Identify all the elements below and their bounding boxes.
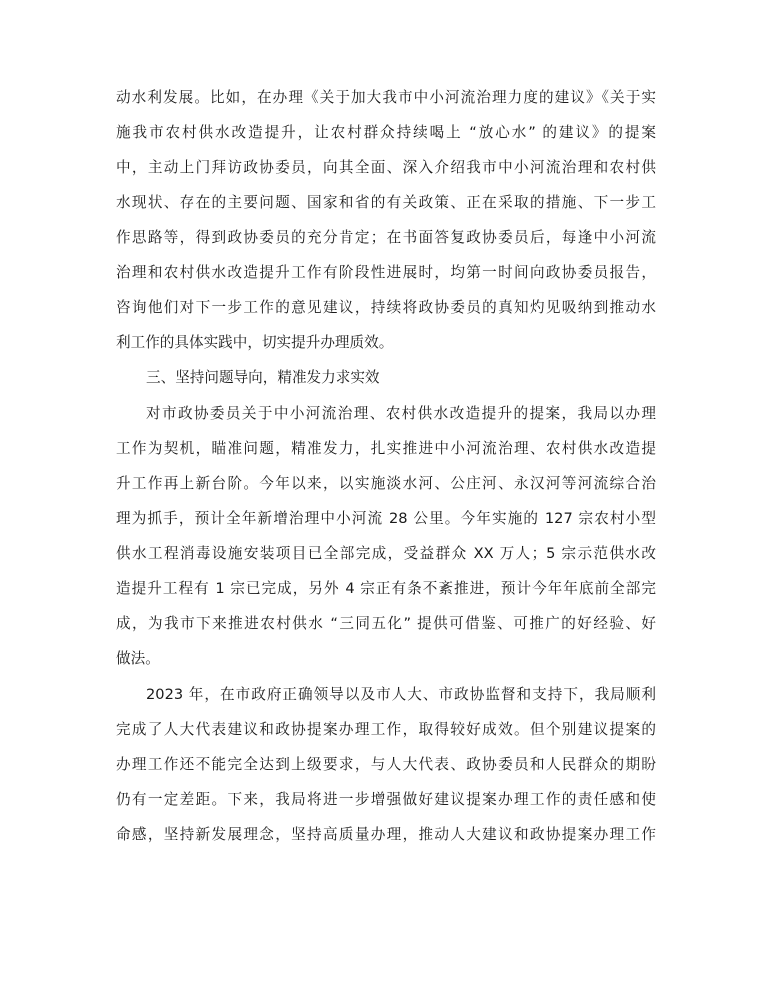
paragraph-line: 作思路等，得到政协委员的充分肯定；在书面答复政协委员后，每逢中小河流: [116, 229, 656, 246]
paragraph-line: 咨询他们对下一步工作的意见建议，持续将政协委员的真知灼见吸纳到推动水: [116, 299, 656, 316]
paragraph-line: 治理和农村供水改造提升工作有阶段性进展时，均第一时间向政协委员报告，: [116, 264, 656, 281]
paragraph-line: 做法。: [116, 650, 160, 667]
paragraph-line: 对市政协委员关于中小河流治理、农村供水改造提升的提案，我局以办理: [146, 405, 656, 422]
paragraph-line: 成，为我市下来推进农村供水 “三同五化” 提供可借鉴、可推广的好经验、好: [116, 615, 656, 632]
paragraph-line: 仍有一定差距。下来，我局将进一步增强做好建议提案办理工作的责任感和使: [116, 791, 656, 808]
paragraph-line: 中，主动上门拜访政协委员，向其全面、深入介绍我市中小河流治理和农村供: [116, 159, 656, 176]
section-heading: 三、坚持问题导向，精准发力求实效: [146, 369, 380, 386]
paragraph-line: 造提升工程有 1 宗已完成，另外 4 宗正有条不紊推进，预计今年年底前全部完: [116, 580, 656, 597]
paragraph-line: 施我市农村供水改造提升，让农村群众持续喝上 “放心水” 的建议》的提案: [116, 124, 656, 141]
paragraph-line: 动水利发展。比如，在办理《关于加大我市中小河流治理力度的建议》《关于实: [116, 89, 656, 106]
paragraph-line: 完成了人大代表建议和政协提案办理工作，取得较好成效。但个别建议提案的: [116, 721, 656, 738]
paragraph-line: 2023 年，在市政府正确领导以及市人大、市政协监督和支持下，我局顺利: [146, 686, 656, 703]
paragraph-line: 命感，坚持新发展理念，坚持高质量办理，推动人大建议和政协提案办理工作: [116, 826, 656, 843]
paragraph-line: 升工作再上新台阶。今年以来，以实施淡水河、公庄河、永汉河等河流综合治: [116, 475, 656, 492]
paragraph-line: 供水工程消毒设施安装项目已全部完成，受益群众 XX 万人；5 宗示范供水改: [116, 545, 656, 562]
paragraph-line: 办理工作还不能完全达到上级要求，与人大代表、政协委员和人民群众的期盼: [116, 756, 656, 773]
paragraph-line: 工作为契机，瞄准问题，精准发力，扎实推进中小河流治理、农村供水改造提: [116, 440, 656, 457]
paragraph-line: 水现状、存在的主要问题、国家和省的有关政策、正在采取的措施、下一步工: [116, 194, 656, 211]
paragraph-line: 理为抓手，预计全年新增治理中小河流 28 公里。今年实施的 127 宗农村小型: [116, 510, 656, 527]
paragraph-line: 利工作的具体实践中，切实提升办理质效。: [116, 334, 394, 351]
